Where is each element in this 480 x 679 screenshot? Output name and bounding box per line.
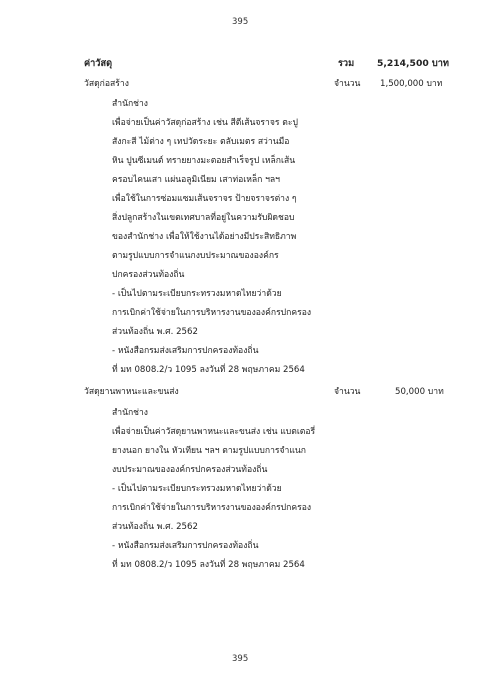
desc-line: - หนังสือกรมส่งเสริมการปกครองท้องถิ่น <box>112 346 259 356</box>
desc-line: สำนักช่าง <box>112 408 149 418</box>
total-amount: 5,214,500 บาท <box>377 58 449 69</box>
desc-line: ที่ มท 0808.2/ว 1095 ลงวันที่ 28 พฤษภาคม 2564 <box>112 560 305 570</box>
desc-line: ส่วนท้องถิ่น พ.ศ. 2562 <box>112 522 198 532</box>
desc-line: ที่ มท 0808.2/ว 1095 ลงวันที่ 28 พฤษภาคม 2564 <box>112 365 305 375</box>
desc-line: ของสำนักช่าง เพื่อให้ใช้งานได้อย่างมีประสิทธิภาพ <box>112 232 297 242</box>
page-number-bottom: 395 <box>232 654 249 664</box>
item-amount: 1,500,000 บาท <box>380 79 443 89</box>
page-number-top: 395 <box>232 17 249 27</box>
item-amount: 50,000 บาท <box>395 387 444 397</box>
desc-line: เพื่อจ่ายเป็นค่าวัสดุยานพาหนะและขนส่ง เช่น แบตเตอรี่ <box>112 427 316 437</box>
desc-line: - เป็นไปตามระเบียบกระทรวงมหาดไทยว่าด้วย <box>112 484 282 494</box>
item-name-vehicle: วัสดุยานพาหนะและขนส่ง <box>84 387 179 397</box>
desc-line: งบประมาณขององค์กรปกครองส่วนท้องถิ่น <box>112 465 268 475</box>
desc-line: ครอบไคนเสา แผ่นอลูมิเนียม เสาท่อเหล็ก ฯลฯ <box>112 175 281 185</box>
desc-line: เพื่อจ่ายเป็นค่าวัสดุก่อสร้าง เช่น สีตีเส้นจราจร ตะปู <box>112 118 298 128</box>
desc-line: ปกครองส่วนท้องถิ่น <box>112 270 185 280</box>
desc-line: หิน ปูนซีเมนต์ ทรายยางมะตอยสำเร็จรูป เหล็กเส้น <box>112 156 296 166</box>
desc-line: ส่วนท้องถิ่น พ.ศ. 2562 <box>112 327 198 337</box>
desc-line: การเบิกค่าใช้จ่ายในการบริหารงานขององค์กรปกครอง <box>112 308 312 318</box>
desc-line: สิ่งปลูกสร้างในเขตเทศบาลที่อยู่ในความรับผิดชอบ <box>112 213 295 223</box>
total-label: รวม <box>338 58 355 69</box>
section-title: ค่าวัสดุ <box>84 58 113 69</box>
desc-line: เพื่อใช้ในการซ่อมแซมเส้นจราจร ป้ายจราจรต่าง ๆ <box>112 194 297 204</box>
item-description-construction <box>112 96 362 386</box>
desc-line: สังกะสี ไม้ต่าง ๆ เทปวัดระยะ ตลับเมตร สว่านมือ <box>112 137 290 147</box>
item-name-construction: วัสดุก่อสร้าง <box>84 79 129 89</box>
desc-line: การเบิกค่าใช้จ่ายในการบริหารงานขององค์กรปกครอง <box>112 503 312 513</box>
desc-line: - หนังสือกรมส่งเสริมการปกครองท้องถิ่น <box>112 541 259 551</box>
desc-line: ตามรูปแบบการจำแนกงบประมาณขององค์กร <box>112 251 279 261</box>
item-description-vehicle <box>112 405 362 575</box>
desc-line: - เป็นไปตามระเบียบกระทรวงมหาดไทยว่าด้วย <box>112 289 282 299</box>
item-qty-label: จำนวน <box>334 79 361 89</box>
desc-line: สำนักช่าง <box>112 99 149 109</box>
item-qty-label: จำนวน <box>334 387 361 397</box>
desc-line: ยางนอก ยางใน หัวเทียน ฯลฯ ตามรูปแบบการจำแนก <box>112 446 306 456</box>
